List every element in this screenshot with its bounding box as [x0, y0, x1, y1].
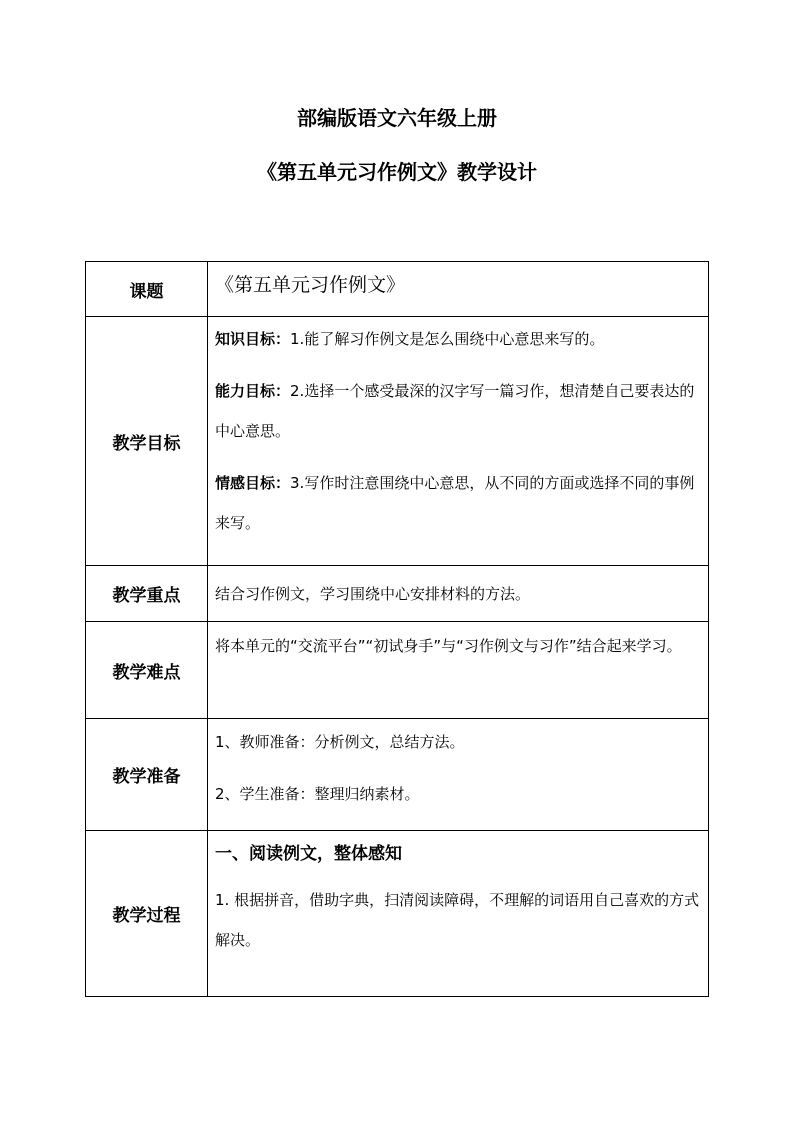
- focus-text: 结合习作例文，学习围绕中心安排材料的方法。: [215, 585, 531, 603]
- preparation-item-teacher: 1、教师准备：分析例文，总结方法。: [215, 733, 465, 751]
- difficulty-cell: [208, 622, 709, 719]
- difficulty-text: 将本单元的“交流平台”“初试身手”与“习作例文与习作”结合起来学习。: [215, 637, 682, 655]
- process-label: 教学过程: [86, 831, 208, 997]
- table-row-goals: [86, 317, 709, 566]
- emotion-goal-text: 3.写作时注意围绕中心意思，从不同的方面或选择不同的事例来写。: [215, 474, 695, 532]
- focus-label: 教学重点: [86, 566, 208, 622]
- knowledge-goal-text: 1.能了解习作例文是怎么围绕中心意思来写的。: [290, 330, 605, 348]
- table-row-focus: [86, 566, 709, 622]
- topic-value: 《第五单元习作例文》: [215, 274, 406, 296]
- table-row-preparation: [86, 719, 709, 831]
- table-row-difficulty: [86, 622, 709, 719]
- ability-goal-text: 2.选择一个感受最深的汉字写一篇习作，想清楚自己要表达的中心意思。: [215, 382, 695, 440]
- ability-goal-lead: 能力目标：: [215, 382, 291, 400]
- preparation-item-student: 2、学生准备：整理归纳素材。: [215, 785, 420, 803]
- topic-cell: [208, 262, 709, 317]
- goals-cell: [208, 317, 709, 566]
- emotion-goal: [215, 463, 701, 543]
- focus-cell: [208, 566, 709, 622]
- knowledge-goal-lead: 知识目标：: [215, 330, 291, 348]
- preparation-label: 教学准备: [86, 719, 208, 831]
- document-title: 部编版语文六年级上册: [297, 106, 497, 130]
- document-subtitle: 《第五单元习作例文》教学设计: [257, 160, 537, 184]
- topic-label: 课题: [86, 262, 208, 317]
- ability-goal: [215, 371, 701, 451]
- process-section-heading: 一、阅读例文，整体感知: [215, 844, 402, 864]
- difficulty-label: 教学难点: [86, 622, 208, 719]
- knowledge-goal: [215, 319, 701, 359]
- process-cell: [208, 831, 709, 997]
- emotion-goal-lead: 情感目标：: [215, 474, 291, 492]
- lesson-plan-table: [85, 261, 709, 997]
- table-row-topic: [86, 262, 709, 317]
- preparation-cell: [208, 719, 709, 831]
- table-row-process: [86, 831, 709, 997]
- process-step-1: 1. 根据拼音，借助字典，扫清阅读障碍，不理解的词语用自己喜欢的方式解决。: [215, 891, 700, 949]
- goals-label: 教学目标: [86, 317, 208, 566]
